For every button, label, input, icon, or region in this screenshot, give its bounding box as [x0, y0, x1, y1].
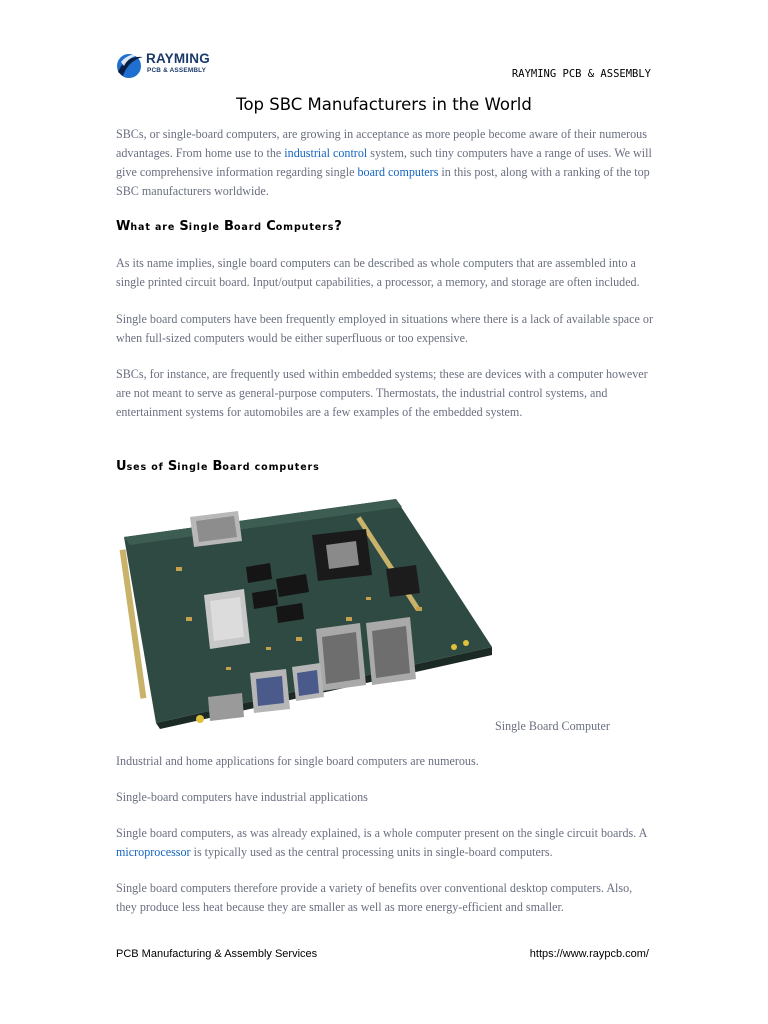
footer-url: https://www.raypcb.com/	[529, 948, 649, 960]
applications-paragraph: Industrial and home applications for single board computers are numerous.	[116, 754, 479, 768]
intro-text-2: system, such tiny computers have a range of uses. We will give comprehensive information regarding single	[116, 146, 652, 179]
sbc-embedded-paragraph: SBCs, for instance, are frequently used within embedded systems; these are devices with a computer however are not meant to serve as general-purpose computers. Thermostats, the industrial control systems, and entertainment systems for automobiles are a few examples of the embedded system.	[116, 367, 648, 419]
single-board-computer-image	[116, 497, 494, 732]
rayming-swoosh-icon	[115, 50, 145, 80]
industrial-control-link[interactable]: industrial control	[284, 146, 368, 160]
sbc-definition-paragraph: As its name implies, single board computers can be described as whole computers that are assembled into a single printed circuit board. Input/output capabilities, a processor, a memory, and storage are often included.	[116, 256, 640, 289]
rayming-logo	[115, 50, 215, 82]
heading-fragment: ?	[334, 219, 342, 234]
heading-fragment: ses of	[126, 462, 168, 473]
benefits-paragraph: Single board computers therefore provide a variety of benefits over conventional desktop computers. Also, they produce less heat because they are smaller as well as more energy-efficient and smaller.	[116, 881, 633, 914]
heading-fragment: C	[266, 219, 276, 234]
microprocessor-text-1: Single board computers, as was already explained, is a whole computer present on the single circuit boards. A	[116, 826, 647, 840]
footer-services: PCB Manufacturing & Assembly Services	[116, 948, 318, 960]
intro-paragraph	[116, 125, 654, 201]
heading-fragment: B	[224, 219, 234, 234]
board-computers-link[interactable]: board computers	[357, 165, 439, 179]
heading-fragment: B	[212, 459, 223, 474]
heading-fragment: hat are	[130, 222, 180, 233]
microprocessor-paragraph	[116, 824, 654, 862]
heading-fragment: W	[116, 219, 131, 234]
heading-fragment: S	[167, 459, 178, 474]
microprocessor-text-2: is typically used as the central processing units in single-board computers.	[190, 845, 553, 859]
heading-fragment: ingle	[188, 222, 225, 233]
heading-fragment: S	[179, 219, 189, 234]
heading-fragment: U	[116, 459, 127, 474]
sbc-space-paragraph: Single board computers have been frequently employed in situations where there is a lack of available space or when full-sized computers would be either superfluous or too expensive.	[116, 312, 653, 345]
microprocessor-link[interactable]: microprocessor	[116, 845, 191, 859]
intro-text-3: in this post, along with a ranking of the top SBC manufacturers worldwide.	[116, 165, 650, 198]
section-heading-what-are-sbc	[116, 219, 342, 234]
header-company: RAYMING PCB & ASSEMBLY	[511, 68, 651, 80]
heading-fragment: ingle	[177, 462, 213, 473]
logo-subtitle: PCB & ASSEMBLY	[147, 67, 207, 74]
heading-fragment: oard computers	[222, 462, 320, 473]
heading-fragment: omputers	[275, 222, 335, 233]
industrial-applications-paragraph: Single-board computers have industrial applications	[116, 790, 368, 804]
heading-fragment: oard	[233, 222, 267, 233]
logo-name: RAYMING	[146, 51, 210, 66]
page-title: Top SBC Manufacturers in the World	[236, 95, 532, 114]
image-caption: Single Board Computer	[495, 719, 610, 733]
intro-text-1: SBCs, or single-board computers, are growing in acceptance as more people become aware of their numerous advantages. From home use to the	[116, 127, 647, 160]
section-heading-uses	[116, 459, 320, 474]
